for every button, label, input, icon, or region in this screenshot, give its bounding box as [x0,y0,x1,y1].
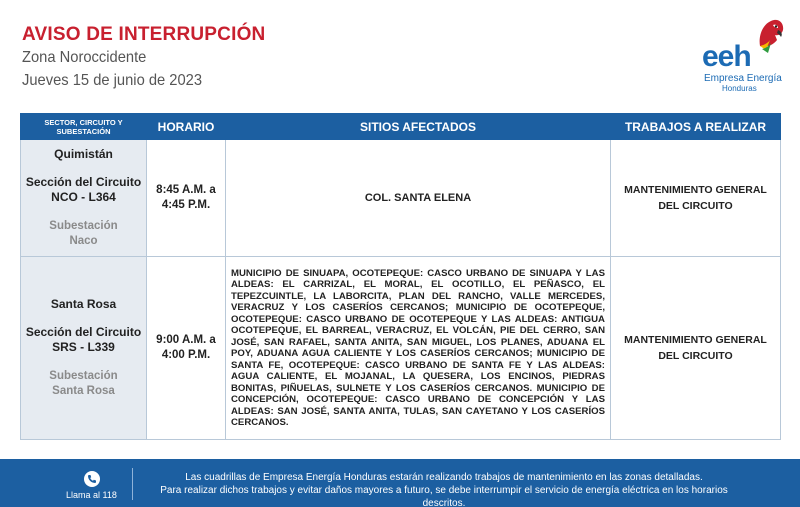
footer-banner [0,459,800,507]
column-header-work: TRABAJOS A REALIZAR [611,114,781,140]
sites-cell [226,140,611,257]
schedule-cell: 8:45 A.M. a 4:45 P.M. [147,140,226,257]
sector-cell [21,140,147,257]
interruption-table [20,113,781,440]
sector-name: Santa Rosa [50,297,117,311]
footer-divider [132,468,133,500]
table-header-row [21,114,781,140]
table-row [21,140,781,257]
work-cell: MANTENIMIENTO GENERAL DEL CIRCUITO [611,257,781,440]
company-logo [700,16,790,96]
affected-sites: COL. SANTA ELENA [364,192,472,204]
sector-name: Quimistán [54,147,113,161]
circuit-label: Sección del Circuito SRS - L339 [25,325,142,354]
column-header-schedule: HORARIO [147,114,226,140]
page-title: AVISO DE INTERRUPCIÓN [22,24,266,45]
column-header-sector: SECTOR, CIRCUITO Y SUBESTACIÓN [21,114,147,140]
sites-cell [226,257,611,440]
zone-label: Zona Noroccidente [22,49,147,66]
logo-company-name: Empresa Energía [704,73,782,84]
column-header-sites: SITIOS AFECTADOS [226,114,611,140]
logo-country: Honduras [722,84,757,93]
substation-label: Subestación Naco [49,220,118,247]
schedule-cell: 9:00 A.M. a 4:00 P.M. [147,257,226,440]
footer-message: Las cuadrillas de Empresa Energía Honduras estarán realizando trabajos de mantenimiento en las zonas detalladas. Para realizar dichos trabajos y evitar daños mayores a futuro, se debe interrumpir el servicio de energía eléctrica en los horarios descritos. [160,472,728,507]
substation-label: Subestación Santa Rosa [49,370,118,397]
phone-label: Llama al 118 [66,490,117,500]
date-label: Jueves 15 de junio de 2023 [22,72,203,89]
phone-icon [84,471,100,487]
logo-mark: eeh [702,40,751,73]
affected-sites: MUNICIPIO DE SINUAPA, OCOTEPEQUE: CASCO URBANO DE SINUAPA Y LAS ALDEAS: EL CARRIZAL, EL MORAL, EL OCOTILLO, EL PEÑASCO, EL TEPEZCUINTLE, LA LABORCITA, PLAN DEL RANCHO, VALLE MERCEDES, VERACRUZ Y LOS CASERÍOS CERCANOS; MUNICIPIO DE OCOTEPEQUE, OCOTEPEQUE: CASCO URBANO DE OCOTEPEQUE Y LAS ALDEAS: ANTIGUA OCOTEPEQUE, EL BARREAL, VERACRUZ, EL VOLCÁN, PIE DEL CERRO, SAN JOSÉ, SAN RAFAEL, SANTA ANITA, SAN MIGUEL, LOS PLANES, ADUANA EL POY, ADUANA AGUA CALIENTE Y LOS CASERÍOS CERCANOS; MUNICIPIO DE SANTA FE, OCOTEPEQUE: CASCO URBANO DE SANTA FE Y LAS ALDEAS: AGUA CALIENTE, EL MOJANAL, LA QUESERA, LOS ENCINOS, PIEDRAS BONITAS, PIÑUELAS, SULNETE Y LOS CASERÍOS CERCANOS. MUNICIPIO DE CONCEPCIÓN, OCOTEPEQUE: CASCO URBANO DE CONCEPCIÓN Y LAS ALDEAS: SAN JOSÉ, SANTA ANITA, TULAS, SAN CAYETANO Y LOS CASERÍOS CERCANOS. [231,267,605,428]
table-row [21,257,781,440]
work-cell: MANTENIMIENTO GENERAL DEL CIRCUITO [611,140,781,257]
macaw-icon [756,16,786,54]
circuit-label: Sección del Circuito NCO - L364 [25,175,142,204]
notice-header [0,0,800,112]
sector-cell [21,257,147,440]
